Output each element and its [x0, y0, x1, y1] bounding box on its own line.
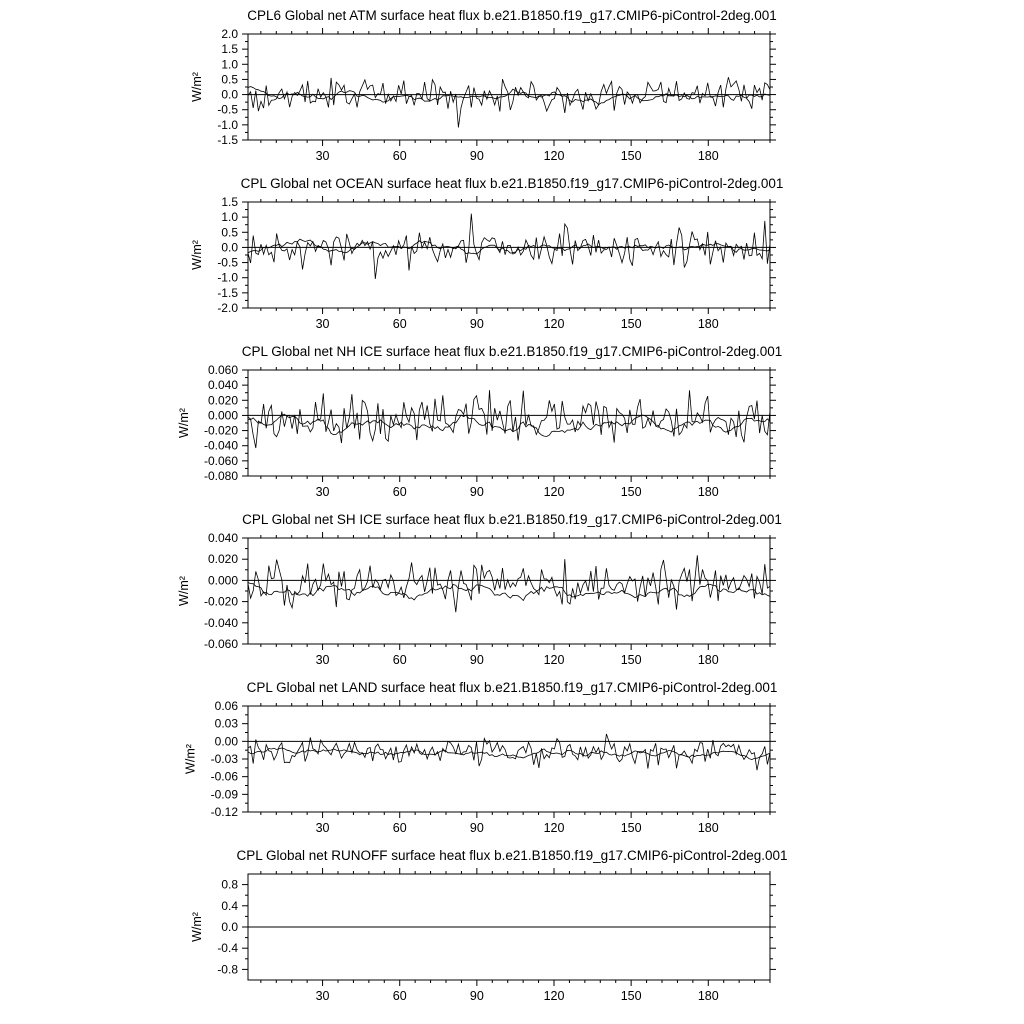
y-tick-label: 1.0	[221, 210, 238, 225]
x-tick-label: 120	[543, 485, 565, 499]
x-tick-label: 180	[697, 653, 719, 667]
y-axis-label: W/m²	[183, 744, 198, 774]
x-tick-label: 30	[315, 821, 330, 835]
time-series-line	[248, 77, 770, 127]
x-tick-label: 60	[392, 485, 407, 499]
time-series-line	[248, 555, 770, 612]
y-tick-label: 0.020	[207, 393, 238, 408]
y-tick-label: -1.5	[217, 133, 238, 147]
y-tick-label: 0.5	[221, 225, 238, 240]
y-tick-label: 0.0	[221, 920, 238, 934]
y-tick-label: 1.5	[221, 42, 238, 57]
y-axis-label: W/m²	[176, 408, 191, 438]
chart-title: CPL Global net RUNOFF surface heat flux b.e21.B1850.f19_g17.CMIP6-piControl-2deg.001	[236, 848, 788, 863]
y-tick-label: 1.5	[221, 195, 238, 209]
plot-area	[0, 194, 1024, 340]
chart-title: CPL Global net SH ICE surface heat flux b.e21.B1850.f19_g17.CMIP6-piControl-2deg.001	[242, 512, 782, 527]
y-tick-label: -0.020	[203, 594, 238, 609]
axis-frame	[248, 202, 770, 308]
y-tick-label: 0.00	[214, 734, 238, 749]
y-tick-label: -1.5	[217, 285, 238, 300]
x-tick-label: 90	[469, 149, 484, 163]
x-tick-label: 120	[543, 989, 565, 1003]
y-axis-label: W/m²	[190, 912, 205, 942]
x-tick-label: 180	[697, 149, 719, 163]
y-tick-label: 0.06	[214, 699, 238, 713]
y-tick-label: -1.0	[217, 270, 238, 285]
plot-area	[0, 362, 1024, 508]
chart-panel-land	[0, 678, 1024, 846]
x-tick-label: 90	[469, 653, 484, 667]
y-tick-label: 2.0	[221, 27, 238, 41]
x-tick-label: 120	[543, 821, 565, 835]
x-tick-label: 60	[392, 149, 407, 163]
y-axis-label: W/m²	[190, 72, 205, 102]
y-tick-label: 0.4	[221, 898, 238, 913]
y-tick-label: -0.8	[217, 962, 238, 977]
chart-panel-atm	[0, 6, 1024, 174]
x-tick-label: 150	[620, 821, 642, 835]
y-tick-label: -0.03	[210, 752, 238, 766]
axis-frame	[248, 34, 770, 140]
y-tick-label: 0.0	[221, 87, 238, 102]
x-tick-label: 60	[392, 821, 407, 835]
x-tick-label: 180	[697, 317, 719, 331]
chart-title: CPL Global net NH ICE surface heat flux b.e21.B1850.f19_g17.CMIP6-piControl-2deg.001	[241, 344, 783, 359]
x-tick-label: 60	[392, 653, 407, 667]
x-tick-label: 30	[315, 485, 330, 499]
y-tick-label: 0.8	[221, 877, 238, 892]
x-tick-label: 90	[469, 821, 484, 835]
y-tick-label: -0.5	[217, 255, 238, 270]
x-tick-label: 90	[469, 317, 484, 331]
y-tick-label: -0.5	[217, 102, 238, 117]
chart-title: CPL Global net OCEAN surface heat flux b.e21.B1850.f19_g17.CMIP6-piControl-2deg.001	[240, 176, 784, 191]
x-tick-label: 30	[315, 653, 330, 667]
x-tick-label: 120	[543, 149, 565, 163]
y-tick-label: -0.040	[203, 438, 238, 453]
y-tick-label: 0.5	[221, 72, 238, 87]
y-tick-label: 0.040	[207, 531, 238, 545]
x-tick-label: 30	[315, 317, 330, 331]
x-tick-label: 90	[469, 989, 484, 1003]
chart-title: CPL6 Global net ATM surface heat flux b.e21.B1850.f19_g17.CMIP6-piControl-2deg.001	[247, 8, 777, 23]
axis-frame	[248, 706, 770, 812]
plot-area	[0, 698, 1024, 844]
y-tick-label: 0.060	[207, 363, 238, 377]
x-tick-label: 150	[620, 485, 642, 499]
chart-panel-runoff	[0, 846, 1024, 1014]
y-tick-label: -0.12	[210, 805, 238, 819]
time-series-line	[248, 239, 770, 254]
y-axis-label: W/m²	[190, 240, 205, 270]
plot-area	[0, 26, 1024, 172]
y-tick-label: 0.020	[207, 552, 238, 567]
y-tick-label: -0.080	[203, 469, 238, 483]
y-tick-label: 0.0	[221, 240, 238, 255]
chart-panel-sh-ice	[0, 510, 1024, 678]
y-tick-label: -0.4	[217, 941, 238, 956]
x-tick-label: 120	[543, 317, 565, 331]
axis-frame	[248, 370, 770, 476]
x-tick-label: 30	[315, 149, 330, 163]
y-tick-label: 0.000	[207, 408, 238, 423]
time-series-line	[248, 734, 770, 770]
y-tick-label: 0.040	[207, 378, 238, 393]
y-tick-label: -1.0	[217, 117, 238, 132]
x-tick-label: 150	[620, 149, 642, 163]
y-tick-label: 0.03	[214, 716, 238, 731]
y-tick-label: -0.020	[203, 423, 238, 438]
time-series-line	[248, 390, 770, 448]
x-tick-label: 150	[620, 653, 642, 667]
y-tick-label: -2.0	[217, 301, 238, 315]
x-tick-label: 180	[697, 989, 719, 1003]
chart-title: CPL Global net LAND surface heat flux b.e21.B1850.f19_g17.CMIP6-piControl-2deg.001	[246, 680, 778, 695]
x-tick-label: 180	[697, 485, 719, 499]
x-tick-label: 120	[543, 653, 565, 667]
y-tick-label: 0.000	[207, 573, 238, 588]
plot-area	[0, 866, 1024, 1012]
y-tick-label: 1.0	[221, 57, 238, 72]
x-tick-label: 60	[392, 989, 407, 1003]
x-tick-label: 30	[315, 989, 330, 1003]
chart-panel-ocean	[0, 174, 1024, 342]
x-tick-label: 90	[469, 485, 484, 499]
x-tick-label: 180	[697, 821, 719, 835]
y-tick-label: -0.06	[210, 769, 238, 784]
y-tick-label: -0.060	[203, 637, 238, 651]
plot-area	[0, 530, 1024, 676]
axis-frame	[248, 538, 770, 644]
y-tick-label: -0.060	[203, 453, 238, 468]
chart-panel-nh-ice	[0, 342, 1024, 510]
x-tick-label: 150	[620, 989, 642, 1003]
y-axis-label: W/m²	[176, 576, 191, 606]
x-tick-label: 150	[620, 317, 642, 331]
y-tick-label: -0.09	[210, 787, 238, 802]
y-tick-label: -0.040	[203, 615, 238, 630]
x-tick-label: 60	[392, 317, 407, 331]
